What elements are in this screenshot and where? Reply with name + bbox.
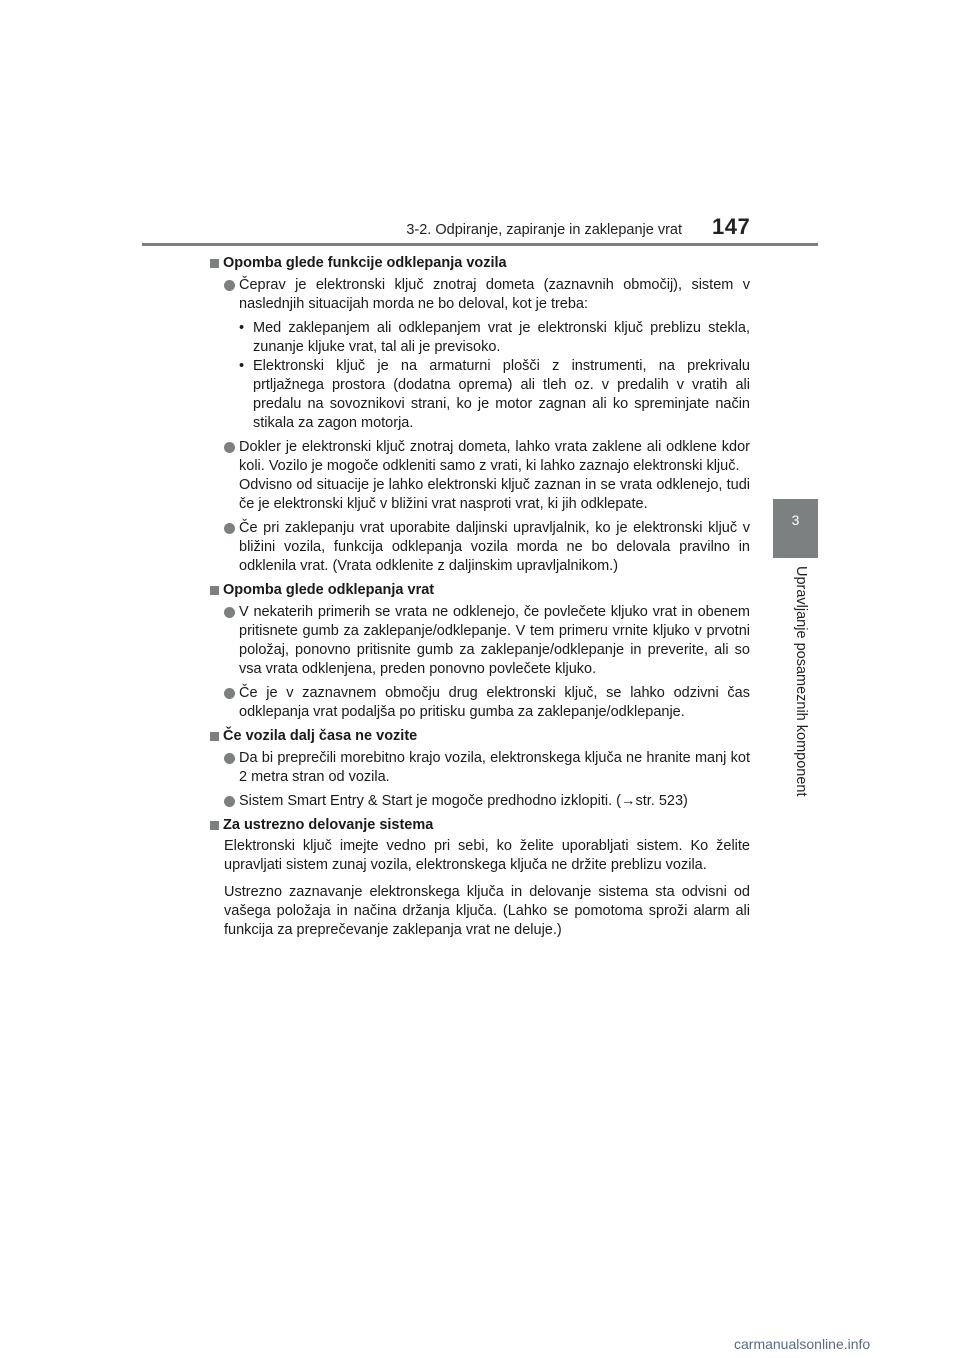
section-heading [210, 254, 750, 273]
header-divider [142, 243, 818, 246]
list-item [210, 519, 750, 576]
small-bullet-icon: • [239, 320, 245, 336]
section-unlock-function-note [210, 254, 750, 576]
round-bullet-icon [224, 796, 235, 807]
section-vehicle-not-driven [210, 727, 750, 811]
round-bullet-icon [224, 523, 235, 534]
list-item [210, 684, 750, 722]
section-heading [210, 581, 750, 600]
bullet-text: Če je v zaznavnem območju drug elektronski ključ, se lahko odzivni čas odklepanja vrat podaljša po pritisku gumba za zaklepanje/odklepanje. [239, 685, 750, 720]
small-bullet-icon: • [239, 358, 245, 374]
round-bullet-icon [224, 688, 235, 699]
bullet-extra-text: Odvisno od situacije je lahko elektronski ključ zaznan in se vrata odklenejo, tudi če je elektronski ključ v bližini vrat nasproti vrat, ki jih odklepate. [239, 477, 750, 512]
list-item [210, 792, 750, 811]
paragraph: Ustrezno zaznavanje elektronskega ključa in delovanje sistema sta odvisni od vašega položaja in načina držanja ključa. (Lahko se pomotoma sproži alarm ali funkcija za preprečevanje zaklepanja vrat ne deluje.) [224, 884, 750, 938]
bullet-text: Čeprav je elektronski ključ znotraj dometa (zaznavnih območij), sistem v naslednjih situacijah morda ne bo deloval, kot je treba: [239, 277, 750, 312]
round-bullet-icon [224, 442, 235, 453]
section-heading-text: Če vozila dalj časa ne vozite [223, 728, 418, 744]
round-bullet-icon [224, 753, 235, 764]
square-bullet-icon [210, 259, 219, 268]
section-heading-text: Za ustrezno delovanje sistema [223, 817, 434, 833]
section-heading-text: Opomba glede odklepanja vrat [223, 582, 435, 598]
list-item [210, 276, 750, 433]
paragraph: Elektronski ključ imejte vedno pri sebi, ko želite uporabljati sistem. Ko želite upravljati sistem zunaj vozila, elektronskega ključa ne držite preblizu vozila. [224, 838, 750, 873]
bullet-text: Če pri zaklepanju vrat uporabite daljinski upravljalnik, ko je elektronski ključ v bližini vozila, funkcija odklepanja vozila morda ne bo delovala pravilno in odklenila vrat. (Vrata odklenite z daljinskim upravljalnikom.) [239, 520, 750, 574]
bullet-text: Dokler je elektronski ključ znotraj dometa, lahko vrata zaklene ali odklene kdor koli. Vozilo je mogoče odkleniti samo z vrati, ki lahko zaznajo elektronski ključ. [239, 439, 750, 474]
square-bullet-icon [210, 821, 219, 830]
list-item [210, 603, 750, 679]
round-bullet-icon [224, 280, 235, 291]
sub-list [239, 319, 750, 433]
list-item [210, 438, 750, 514]
sub-list-item [239, 319, 750, 357]
bullet-text: Da bi preprečili morebitno krajo vozila, elektronskega ključa ne hranite manj kot 2 metra stran od vozila. [239, 750, 750, 785]
round-bullet-icon [224, 607, 235, 618]
sub-list-text: Elektronski ključ je na armaturni plošči z instrumenti, na prekrivalu prtljažnega prostora (dodatna oprema) ali tleh oz. v predalih v vratih ali predalu na sovoznikovi strani, ko je motor zagnan ali ko spreminjate način stikala za zagon motorja. [253, 358, 750, 431]
running-header: 3-2. Odpiranje, zapiranje in zaklepanje vrat [406, 222, 682, 238]
chapter-side-label: Upravljanje posameznih komponent [793, 566, 809, 797]
section-door-unlock-note [210, 581, 750, 722]
watermark-text: carmanualsonline.info [734, 1336, 871, 1352]
bullet-text: Sistem Smart Entry & Start je mogoče predhodno izklopiti. (→str. 523) [239, 793, 688, 809]
list-item [210, 749, 750, 787]
sub-list-item [239, 357, 750, 433]
section-heading-text: Opomba glede funkcije odklepanja vozila [223, 255, 507, 271]
bullet-text: V nekaterih primerih se vrata ne odklenejo, če povlečete kljuko vrat in obenem pritisnete gumb za zaklepanje/odklepanje. V tem primeru vrnite kljuko v prvotni položaj, ponovno pritisnite gumb za zaklepanje/odklepanje in preverite, ali so vsa vrata odklenjena, preden ponovno povlečete kljuko. [239, 604, 750, 677]
chapter-tab: 3 [773, 499, 818, 558]
square-bullet-icon [210, 732, 219, 741]
section-proper-operation [210, 816, 750, 940]
square-bullet-icon [210, 586, 219, 595]
page-number: 147 [712, 214, 751, 239]
sub-list-text: Med zaklepanjem ali odklepanjem vrat je elektronski ključ preblizu stekla, zunanje kljuke vrat, tal ali je previsoko. [253, 320, 750, 355]
section-heading [210, 727, 750, 746]
section-heading [210, 816, 750, 835]
page-content [210, 254, 750, 948]
